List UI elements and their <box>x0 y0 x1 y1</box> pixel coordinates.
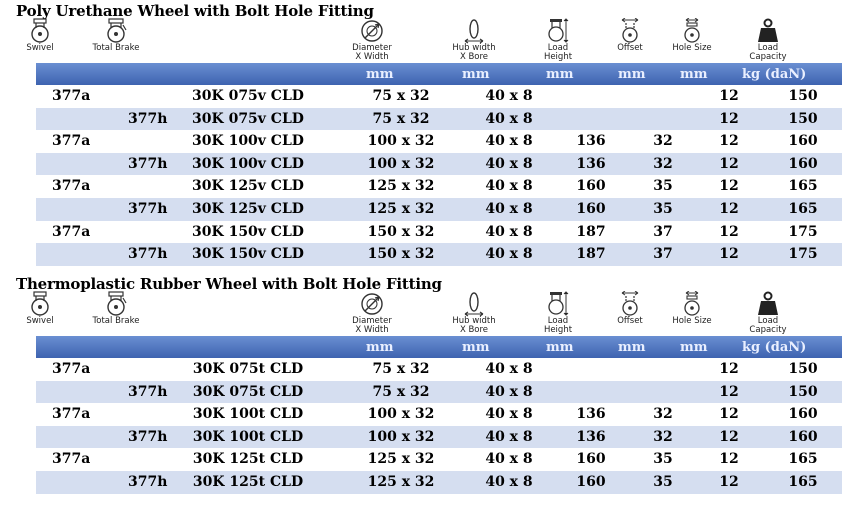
unit-label: mm <box>680 340 708 355</box>
product-table <box>36 85 842 266</box>
swivel-model: 377a <box>52 406 91 423</box>
product-table <box>36 358 842 494</box>
load-capacity-icon <box>723 18 813 44</box>
unit-label: mm <box>618 340 646 355</box>
offset-value: 37 <box>653 246 673 263</box>
unit-label: mm <box>618 67 646 82</box>
diameter-column-header <box>327 291 417 335</box>
capacity-value: 150 <box>788 383 818 400</box>
hole-size-value: 12 <box>719 155 739 172</box>
table-row <box>36 198 842 221</box>
unit-label: mm <box>546 67 574 82</box>
total-brake-icon <box>71 291 161 317</box>
table-row <box>36 153 842 176</box>
brake-model: 377h <box>128 473 168 490</box>
capacity-value: 150 <box>788 110 818 127</box>
hole-size-value: 12 <box>719 178 739 195</box>
hub-width-icon <box>429 18 519 44</box>
unit-label: mm <box>366 340 394 355</box>
wheel-code: 30K 075t CLD <box>192 383 304 400</box>
hub-value: 40 x 8 <box>485 223 533 240</box>
wheel-code: 30K 100v CLD <box>192 155 304 172</box>
hub-value: 40 x 8 <box>485 473 533 490</box>
table-row <box>36 130 842 153</box>
icon-caption: X Bore <box>459 325 489 335</box>
table-row <box>36 358 842 381</box>
load-height-value: 160 <box>576 473 606 490</box>
hub-width-icon <box>429 291 519 317</box>
offset-value: 32 <box>653 133 673 150</box>
wheel-code: 30K 150v CLD <box>192 246 304 263</box>
hole-size-value: 12 <box>719 361 739 377</box>
table-row <box>36 426 842 449</box>
diameter-value: 75 x 32 <box>372 361 430 377</box>
units-banner <box>36 63 842 85</box>
diameter-value: 100 x 32 <box>367 406 435 423</box>
swivel-model: 377a <box>52 178 91 195</box>
unit-label: mm <box>366 67 394 82</box>
wheel-code: 30K 125t CLD <box>192 451 304 468</box>
icon-caption: X Width <box>355 325 389 335</box>
unit-label: mm <box>462 340 490 355</box>
diameter-value: 125 x 32 <box>367 200 435 217</box>
hub-width-column-header <box>429 291 519 335</box>
brake-model: 377h <box>128 383 168 400</box>
wheel-code: 30K 150v CLD <box>192 223 304 240</box>
hole-size-value: 12 <box>719 406 739 423</box>
icon-caption: Offset <box>617 43 643 53</box>
icon-caption: Height <box>543 52 573 62</box>
icon-caption: Diameter <box>352 43 392 53</box>
load-height-value: 136 <box>576 155 606 172</box>
offset-value: 32 <box>653 428 673 445</box>
load-height-value: 187 <box>576 223 606 240</box>
wheel-code: 30K 100t CLD <box>192 406 304 423</box>
hub-value: 40 x 8 <box>485 178 533 195</box>
offset-value: 35 <box>653 178 673 195</box>
capacity-value: 160 <box>788 133 818 150</box>
hub-width-column-header <box>429 18 519 62</box>
diameter-value: 100 x 32 <box>367 155 435 172</box>
hub-value: 40 x 8 <box>485 406 533 423</box>
diameter-icon <box>327 291 417 317</box>
wheel-code: 30K 100t CLD <box>192 428 304 445</box>
table-row <box>36 471 842 494</box>
wheel-code: 30K 075t CLD <box>192 361 304 377</box>
unit-label: mm <box>462 67 490 82</box>
total-brake-icon <box>71 18 161 44</box>
hub-value: 40 x 8 <box>485 133 533 150</box>
hole-size-value: 12 <box>719 200 739 217</box>
hole-size-value: 12 <box>719 451 739 468</box>
icon-caption: Load <box>547 316 569 326</box>
icon-caption: Total Brake <box>92 316 140 326</box>
load-capacity-icon <box>723 291 813 317</box>
diameter-column-header <box>327 18 417 62</box>
capacity-value: 175 <box>788 246 818 263</box>
wheel-code: 30K 100v CLD <box>192 133 304 150</box>
hub-value: 40 x 8 <box>485 88 533 104</box>
icon-header-row <box>0 291 862 336</box>
hub-value: 40 x 8 <box>485 361 533 377</box>
icon-caption: X Width <box>355 52 389 62</box>
hole-size-value: 12 <box>719 383 739 400</box>
brake-model: 377h <box>128 110 168 127</box>
swivel-model: 377a <box>52 451 91 468</box>
table-row <box>36 221 842 244</box>
load-height-value: 160 <box>576 451 606 468</box>
hole-size-value: 12 <box>719 110 739 127</box>
capacity-value: 160 <box>788 406 818 423</box>
offset-value: 35 <box>653 451 673 468</box>
icon-caption: Load <box>757 316 779 326</box>
capacity-value: 150 <box>788 88 818 104</box>
hub-value: 40 x 8 <box>485 451 533 468</box>
diameter-value: 75 x 32 <box>372 88 430 104</box>
table-row <box>36 85 842 108</box>
diameter-value: 75 x 32 <box>372 110 430 127</box>
icon-caption: Swivel <box>26 316 54 326</box>
load-height-value: 187 <box>576 246 606 263</box>
icon-caption: Height <box>543 325 573 335</box>
offset-value: 32 <box>653 155 673 172</box>
brake-model: 377h <box>128 200 168 217</box>
table-row <box>36 243 842 266</box>
load-height-value: 136 <box>576 428 606 445</box>
hole-size-value: 12 <box>719 473 739 490</box>
offset-value: 35 <box>653 200 673 217</box>
capacity-value: 165 <box>788 200 818 217</box>
icon-caption: X Bore <box>459 52 489 62</box>
hole-size-value: 12 <box>719 133 739 150</box>
load-height-value: 160 <box>576 178 606 195</box>
hole-size-value: 12 <box>719 223 739 240</box>
diameter-value: 150 x 32 <box>367 223 435 240</box>
table-row <box>36 381 842 404</box>
load-height-value: 160 <box>576 200 606 217</box>
table-row <box>36 448 842 471</box>
icon-caption: Hub width <box>452 316 496 326</box>
unit-label: kg (daN) <box>742 340 807 355</box>
unit-label: mm <box>546 340 574 355</box>
unit-label: kg (daN) <box>742 67 807 82</box>
capacity-value: 165 <box>788 178 818 195</box>
section-title: Thermoplastic Rubber Wheel with Bolt Hole Fitting <box>16 275 442 293</box>
capacity-value: 160 <box>788 428 818 445</box>
capacity-value: 165 <box>788 473 818 490</box>
diameter-value: 125 x 32 <box>367 451 435 468</box>
hub-value: 40 x 8 <box>485 200 533 217</box>
icon-caption: Offset <box>617 316 643 326</box>
hub-value: 40 x 8 <box>485 155 533 172</box>
load-capacity-column-header <box>723 291 813 335</box>
wheel-code: 30K 075v CLD <box>192 88 304 104</box>
icon-caption: Load <box>757 43 779 53</box>
hole-size-value: 12 <box>719 246 739 263</box>
diameter-value: 150 x 32 <box>367 246 435 263</box>
total-brake-column-header <box>71 291 161 326</box>
diameter-value: 100 x 32 <box>367 133 435 150</box>
capacity-value: 165 <box>788 451 818 468</box>
icon-caption: Swivel <box>26 43 54 53</box>
table-row <box>36 175 842 198</box>
hub-value: 40 x 8 <box>485 110 533 127</box>
diameter-value: 125 x 32 <box>367 178 435 195</box>
swivel-model: 377a <box>52 133 91 150</box>
capacity-value: 150 <box>788 361 818 377</box>
section-title: Poly Urethane Wheel with Bolt Hole Fitting <box>16 2 374 20</box>
swivel-model: 377a <box>52 88 91 104</box>
diameter-value: 75 x 32 <box>372 383 430 400</box>
wheel-code: 30K 125t CLD <box>192 473 304 490</box>
capacity-value: 160 <box>788 155 818 172</box>
swivel-model: 377a <box>52 361 91 377</box>
load-height-value: 136 <box>576 133 606 150</box>
hub-value: 40 x 8 <box>485 428 533 445</box>
brake-model: 377h <box>128 428 168 445</box>
icon-caption: Capacity <box>749 325 787 335</box>
icon-caption: Load <box>547 43 569 53</box>
icon-caption: Total Brake <box>92 43 140 53</box>
table-row <box>36 108 842 131</box>
capacity-value: 175 <box>788 223 818 240</box>
icon-header-row <box>0 18 862 63</box>
hole-size-value: 12 <box>719 428 739 445</box>
total-brake-column-header <box>71 18 161 53</box>
brake-model: 377h <box>128 246 168 263</box>
icon-caption: Hole Size <box>672 316 712 326</box>
wheel-code: 30K 125v CLD <box>192 200 304 217</box>
load-capacity-column-header <box>723 18 813 62</box>
icon-caption: Diameter <box>352 316 392 326</box>
load-height-value: 136 <box>576 406 606 423</box>
icon-caption: Hub width <box>452 43 496 53</box>
hub-value: 40 x 8 <box>485 246 533 263</box>
table-row <box>36 403 842 426</box>
brake-model: 377h <box>128 155 168 172</box>
diameter-value: 125 x 32 <box>367 473 435 490</box>
units-banner <box>36 336 842 358</box>
hub-value: 40 x 8 <box>485 383 533 400</box>
icon-caption: Capacity <box>749 52 787 62</box>
swivel-model: 377a <box>52 223 91 240</box>
wheel-code: 30K 125v CLD <box>192 178 304 195</box>
offset-value: 37 <box>653 223 673 240</box>
hole-size-value: 12 <box>719 88 739 104</box>
diameter-value: 100 x 32 <box>367 428 435 445</box>
icon-caption: Hole Size <box>672 43 712 53</box>
offset-value: 35 <box>653 473 673 490</box>
diameter-icon <box>327 18 417 44</box>
unit-label: mm <box>680 67 708 82</box>
wheel-code: 30K 075v CLD <box>192 110 304 127</box>
offset-value: 32 <box>653 406 673 423</box>
